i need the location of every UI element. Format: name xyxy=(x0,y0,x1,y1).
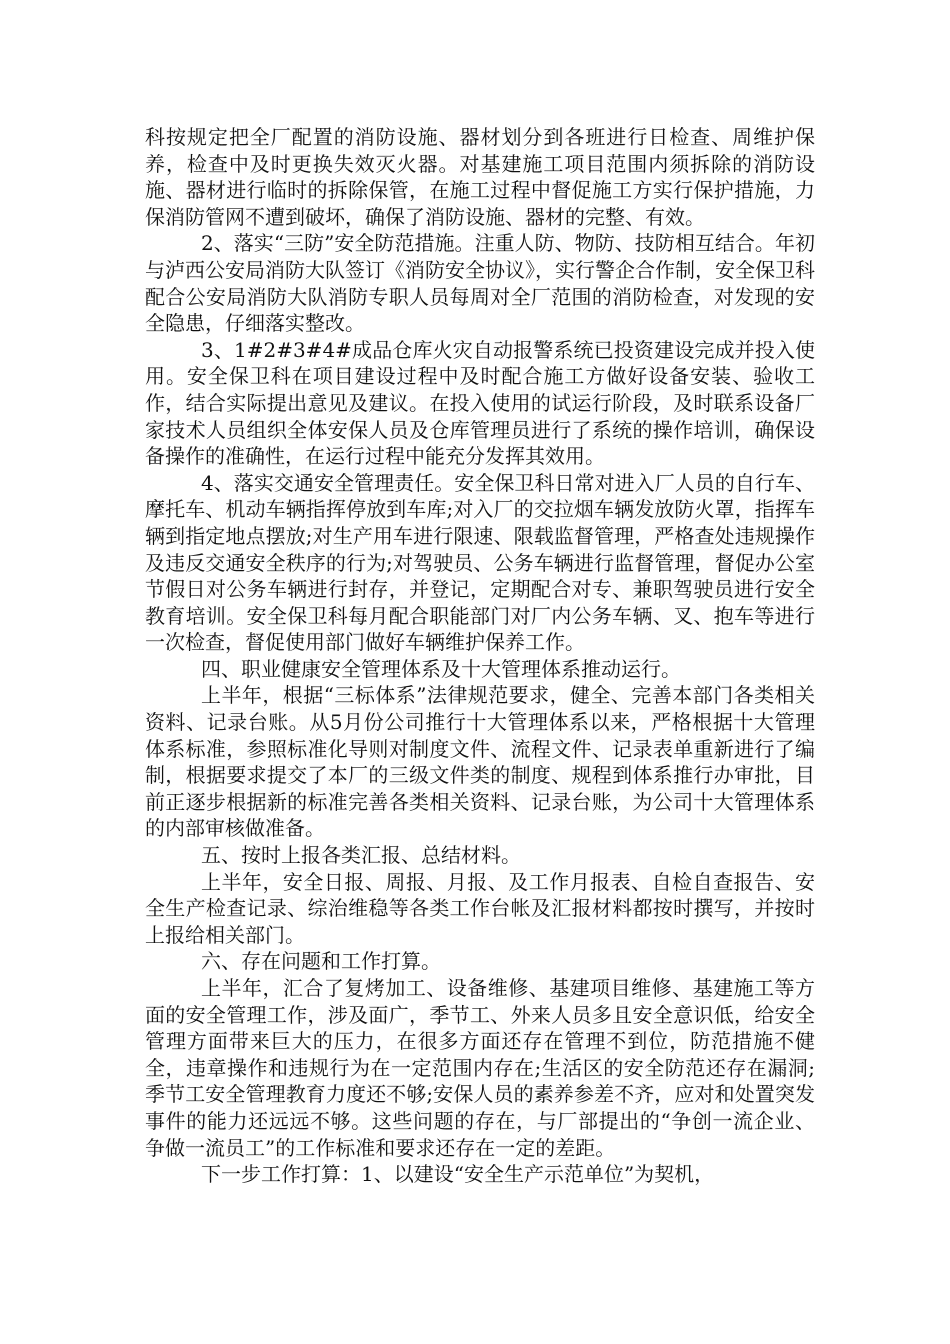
paragraph-problems: 上半年，汇合了复烤加工、设备维修、基建项目维修、基建施工等方面的安全管理工作，涉及面广，季节工、外来人员多且安全意识低，给安全管理方面带来巨大的压力，在很多方面还存在管理不到位，防范措施不健全，违章操作和违规行为在一定范围内存在;生活区的安全防范还存在漏洞;季节工安全管理教育力度还不够;安保人员的素养参差不齐，应对和处置突发事件的能力还远远不够。这些问题的存在，与厂部提出的“争创一流企业、争做一流员工”的工作标准和要求还存在一定的差距。 xyxy=(145,976,815,1160)
section-heading-problems-plans: 六、存在问题和工作打算。 xyxy=(201,949,441,974)
paragraph-management-system: 上半年，根据“三标体系”法律规范要求，健全、完善本部门各类相关资料、记录台账。从5月份公司推行十大管理体系以来，严格根据十大管理体系标准，参照标准化导则对制度文件、流程文件、记录表单重新进行了编制，根据要求提交了本厂的三级文件类的制度、规程到体系推行办审批，目前正逐步根据新的标准完善各类相关资料、记录台账，为公司十大管理体系的内部审核做准备。 xyxy=(145,683,815,841)
paragraph-reports: 上半年，安全日报、周报、月报、及工作月报表、自检自查报告、安全生产检查记录、综治维稳等各类工作台帐及汇报材料都按时撰写，并按时上报给相关部门。 xyxy=(145,869,815,947)
document-body xyxy=(145,124,815,1188)
paragraph-next-steps: 下一步工作打算：1、以建设“安全生产示范单位”为契机， xyxy=(201,1162,715,1187)
paragraph-traffic-safety: 4、落实交通安全管理责任。安全保卫科日常对进入厂人员的自行车、摩托车、机动车辆指挥停放到车库;对入厂的交拉烟车辆发放防火罩，指挥车辆到指定地点摆放;对生产用车进行限速、限载监督管理，严格查处违规操作及违反交通安全秩序的行为;对驾驶员、公务车辆进行监督管理，督促办公室节假日对公务车辆进行封存，并登记，定期配合对专、兼职驾驶员进行安全教育培训。安全保卫科每月配合职能部门对厂内公务车辆、叉、抱车等进行一次检查，督促使用部门做好车辆维护保养工作。 xyxy=(145,470,815,655)
paragraph-three-prevention-measures: 2、落实“三防”安全防范措施。注重人防、物防、技防相互结合。年初与泸西公安局消防大队签订《消防安全协议》，实行警企合作制，安全保卫科配合公安局消防大队消防专职人员每周对全厂范围的消防检查，对发现的安全隐患，仔细落实整改。 xyxy=(145,231,815,336)
section-heading-reports: 五、按时上报各类汇报、总结材料。 xyxy=(201,843,521,868)
section-heading-management-system: 四、职业健康安全管理体系及十大管理体系推动运行。 xyxy=(201,656,681,681)
paragraph-fire-equipment-maintenance: 科按规定把全厂配置的消防设施、器材划分到各班进行日检查、周维护保养，检查中及时更换失效灭火器。对基建施工项目范围内须拆除的消防设施、器材进行临时的拆除保管，在施工过程中督促施工方实行保护措施，力保消防管网不遭到破坏，确保了消防设施、器材的完整、有效。 xyxy=(145,125,815,229)
paragraph-fire-alarm-system: 3、1#2#3#4#成品仓库火灾自动报警系统已投资建设完成并投入使用。安全保卫科在项目建设过程中及时配合施工方做好设备安装、验收工作，结合实际提出意见及建议。在投入使用的试运行阶段，及时联系设备厂家技术人员组织全体安保人员及仓库管理员进行了系统的操作培训，确保设备操作的准确性，在运行过程中能充分发挥其效用。 xyxy=(145,337,815,469)
